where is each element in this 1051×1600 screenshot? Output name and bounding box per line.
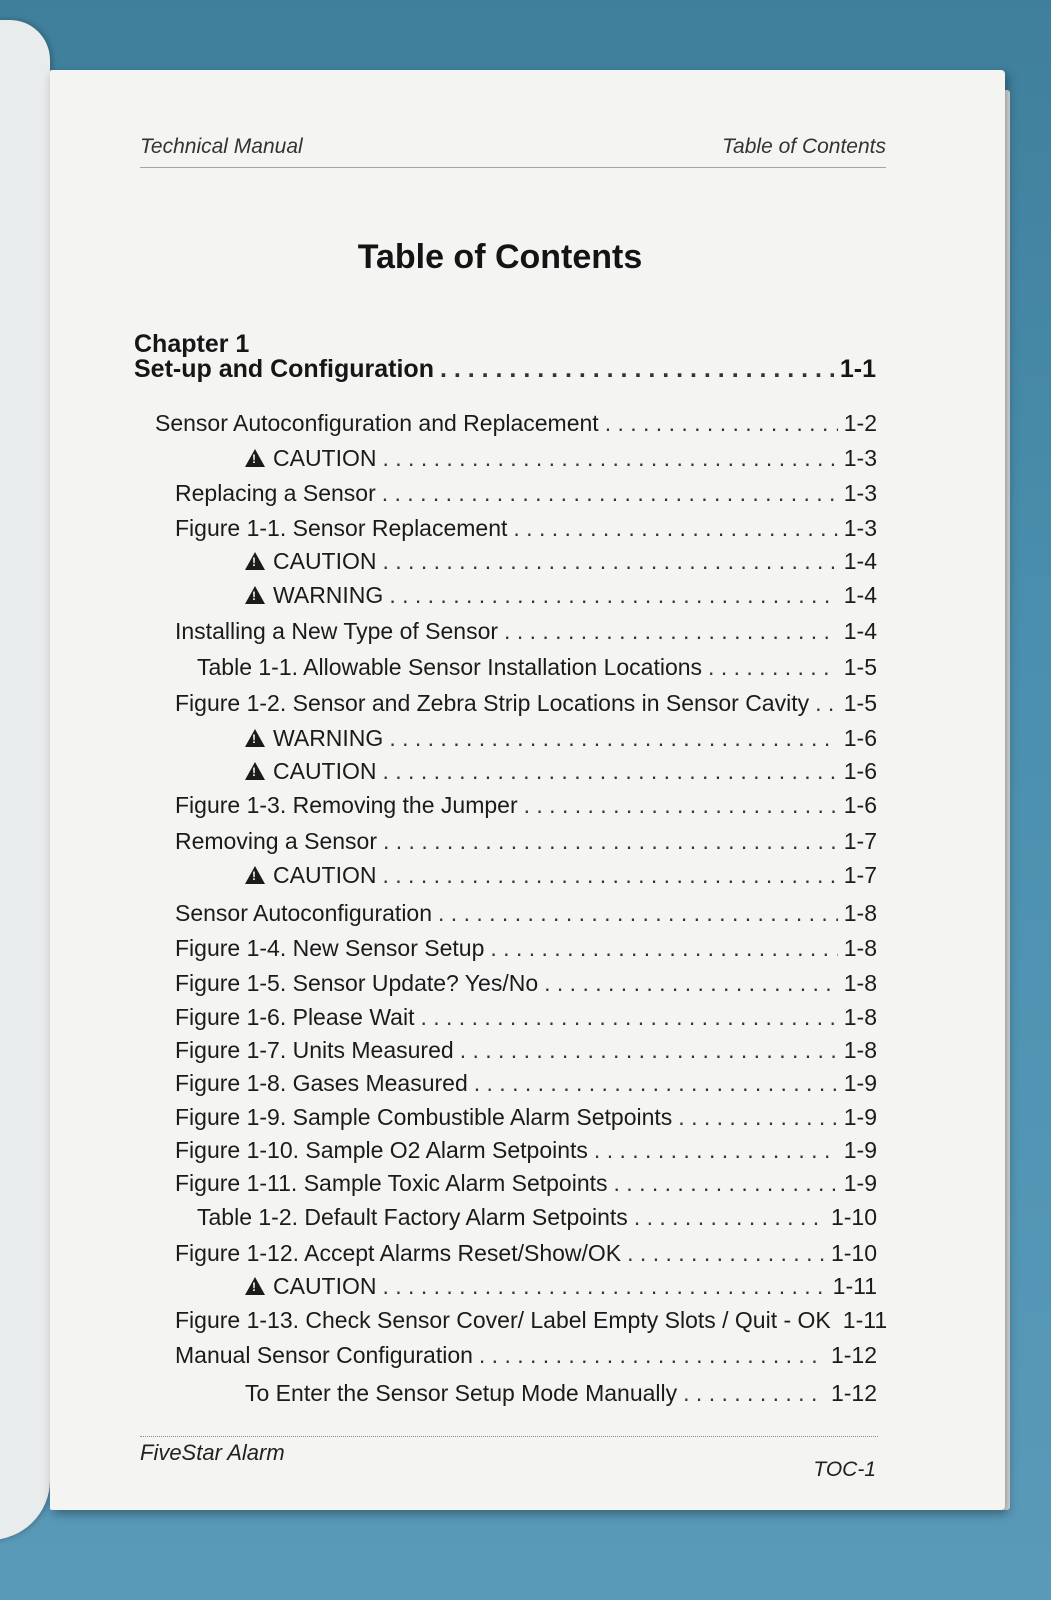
toc-entry-page-number: 1-6 <box>843 792 877 818</box>
toc-entry[interactable] <box>175 1037 877 1067</box>
toc-entry-page-number: 1-8 <box>843 1037 877 1063</box>
toc-entry-label: Figure 1-6. Please Wait <box>175 1004 415 1030</box>
toc-entry-label: CAUTION <box>273 1273 377 1299</box>
toc-entry[interactable] <box>175 1004 877 1034</box>
dot-leader <box>544 970 838 997</box>
dot-leader <box>383 445 838 472</box>
toc-entry[interactable] <box>175 515 877 545</box>
toc-entry-label: WARNING <box>273 582 384 608</box>
warning-triangle-icon <box>245 1277 265 1295</box>
dot-leader <box>479 1342 825 1369</box>
toc-entry[interactable] <box>175 1170 877 1200</box>
toc-entry[interactable] <box>175 618 877 648</box>
toc-entry-label: Sensor Autoconfiguration and Replacement <box>155 410 599 436</box>
toc-entry[interactable] <box>175 970 877 1000</box>
warning-triangle-icon <box>245 449 265 467</box>
toc-entry-label: Figure 1-10. Sample O2 Alarm Setpoints <box>175 1137 588 1163</box>
dot-leader <box>815 690 838 717</box>
toc-entry[interactable] <box>175 480 877 510</box>
dot-leader <box>594 1137 838 1164</box>
toc-entry-label: To Enter the Sensor Setup Mode Manually <box>245 1380 678 1406</box>
toc-entry-page-number: 1-3 <box>843 480 877 506</box>
toc-entry-page-number: 1-3 <box>843 515 877 541</box>
header-manual-name: Technical Manual <box>140 135 303 158</box>
toc-entry[interactable] <box>175 900 877 930</box>
toc-entry[interactable] <box>175 1342 877 1372</box>
toc-entry-label: Replacing a Sensor <box>175 480 376 506</box>
toc-entry-page-number: 1-8 <box>843 970 877 996</box>
dot-leader <box>504 618 838 645</box>
toc-entry-page-number: 1-9 <box>843 1070 877 1096</box>
dot-leader <box>524 792 838 819</box>
toc-entry-page-number: 1-10 <box>830 1240 877 1266</box>
warning-triangle-icon <box>245 552 265 570</box>
dot-leader <box>605 410 838 437</box>
toc-entry-label: Figure 1-5. Sensor Update? Yes/No <box>175 970 539 996</box>
toc-entry[interactable] <box>175 935 877 965</box>
toc-entry-label: Figure 1-3. Removing the Jumper <box>175 792 518 818</box>
dot-leader <box>627 1240 825 1267</box>
toc-entry-label: Table 1-2. Default Factory Alarm Setpoints <box>197 1204 628 1230</box>
toc-entry-page-number: 1-2 <box>843 410 877 436</box>
toc-entry-notice[interactable] <box>245 582 877 612</box>
toc-entry[interactable] <box>175 690 877 720</box>
footer-divider <box>140 1436 878 1437</box>
toc-entry[interactable] <box>175 1104 877 1134</box>
toc-entry-label: Manual Sensor Configuration <box>175 1342 473 1368</box>
toc-entry-page-number: 1-12 <box>830 1380 877 1406</box>
running-header <box>140 135 886 168</box>
toc-entry-label: Figure 1-8. Gases Measured <box>175 1070 468 1096</box>
toc-entry-notice[interactable] <box>245 725 877 755</box>
footer-page-number: TOC-1 <box>813 1458 876 1481</box>
dot-leader <box>678 1104 837 1131</box>
toc-entry-page-number: 1-4 <box>843 582 877 608</box>
toc-entry-page-number: 1-9 <box>843 1170 877 1196</box>
warning-triangle-icon <box>245 762 265 780</box>
toc-entry-label: Figure 1-7. Units Measured <box>175 1037 454 1063</box>
toc-entry-label: Figure 1-2. Sensor and Zebra Strip Locations in Sensor Cavity <box>175 690 810 716</box>
toc-entry-label: Figure 1-4. New Sensor Setup <box>175 935 485 961</box>
warning-triangle-icon <box>245 586 265 604</box>
toc-entry-page-number: 1-9 <box>843 1104 877 1130</box>
toc-entry-page-number: 1-8 <box>843 935 877 961</box>
dot-leader <box>383 758 838 785</box>
toc-entry-page-number: 1-11 <box>842 1307 888 1333</box>
toc-entry-page-number: 1-5 <box>843 690 877 716</box>
dot-leader <box>683 1380 825 1407</box>
toc-entry-label: Figure 1-1. Sensor Replacement <box>175 515 508 541</box>
dot-leader <box>389 725 837 752</box>
toc-entry-page-number: 1-8 <box>843 1004 877 1030</box>
toc-entry-page-number: 1-6 <box>843 758 877 784</box>
toc-entry-page-number: 1-11 <box>832 1273 877 1299</box>
chapter-page-number: 1-1 <box>839 355 876 383</box>
dot-leader <box>708 654 838 681</box>
chapter-heading-row[interactable] <box>134 355 876 384</box>
toc-entry-label: Figure 1-12. Accept Alarms Reset/Show/OK <box>175 1240 622 1266</box>
dot-leader <box>382 480 838 507</box>
toc-entry[interactable] <box>175 1240 877 1270</box>
toc-entry-label: Removing a Sensor <box>175 828 377 854</box>
dot-leader <box>438 900 838 927</box>
dot-leader <box>383 548 838 575</box>
toc-entry[interactable] <box>175 1137 877 1167</box>
dot-leader <box>440 355 834 384</box>
dot-leader <box>614 1170 838 1197</box>
dot-leader <box>383 862 838 889</box>
toc-entry-label: Sensor Autoconfiguration <box>175 900 433 926</box>
dot-leader <box>460 1037 838 1064</box>
toc-entry-page-number: 1-9 <box>843 1137 877 1163</box>
toc-entry-page-number: 1-8 <box>843 900 877 926</box>
chapter-label: Chapter 1 <box>134 330 250 358</box>
toc-entry-notice[interactable] <box>245 548 877 578</box>
dot-leader <box>474 1070 838 1097</box>
toc-entry-notice[interactable] <box>245 1273 877 1303</box>
dot-leader <box>490 935 837 962</box>
dot-leader <box>513 515 837 542</box>
toc-entry-page-number: 1-4 <box>843 548 877 574</box>
toc-entry[interactable] <box>197 1204 877 1234</box>
warning-triangle-icon <box>245 866 265 884</box>
toc-entry-label: WARNING <box>273 725 384 751</box>
toc-entry[interactable] <box>175 828 877 858</box>
header-section-name: Table of Contents <box>722 135 886 158</box>
toc-entry-page-number: 1-10 <box>830 1204 877 1230</box>
toc-entry-label: Installing a New Type of Sensor <box>175 618 499 644</box>
toc-entry-page-number: 1-7 <box>843 862 877 888</box>
dot-leader <box>420 1004 837 1031</box>
toc-entry-page-number: 1-7 <box>843 828 877 854</box>
dot-leader <box>383 828 838 855</box>
toc-entry[interactable] <box>175 792 877 822</box>
toc-entry-label: Table 1-1. Allowable Sensor Installation Locations <box>197 654 703 680</box>
dot-leader <box>383 1273 827 1300</box>
toc-entry-page-number: 1-3 <box>843 445 877 471</box>
toc-entry-label: CAUTION <box>273 445 377 471</box>
toc-entry-label: Figure 1-11. Sample Toxic Alarm Setpoints <box>175 1170 608 1196</box>
toc-entry-notice[interactable] <box>245 758 877 788</box>
toc-entry-label: Figure 1-9. Sample Combustible Alarm Setpoints <box>175 1104 673 1130</box>
toc-entry-page-number: 1-12 <box>830 1342 877 1368</box>
toc-entry-label: Figure 1-13. Check Sensor Cover/ Label Empty Slots / Quit - OK <box>175 1307 831 1333</box>
chapter-title: Set-up and Configuration <box>134 355 434 383</box>
toc-entry[interactable] <box>155 410 877 440</box>
warning-triangle-icon <box>245 729 265 747</box>
dot-leader <box>634 1204 825 1231</box>
toc-entry[interactable] <box>175 1307 888 1337</box>
toc-entry-page-number: 1-6 <box>843 725 877 751</box>
footer-product-name: FiveStar Alarm <box>140 1440 285 1465</box>
toc-entry[interactable] <box>175 1070 877 1100</box>
toc-entry[interactable] <box>245 1380 877 1410</box>
toc-entry-notice[interactable] <box>245 445 877 475</box>
toc-entry-label: CAUTION <box>273 862 377 888</box>
dot-leader <box>389 582 837 609</box>
toc-entry-page-number: 1-5 <box>843 654 877 680</box>
toc-entry-label: CAUTION <box>273 758 377 784</box>
toc-entry[interactable] <box>197 654 877 684</box>
page-title: Table of Contents <box>357 238 643 276</box>
toc-entry-notice[interactable] <box>245 862 877 892</box>
toc-entry-page-number: 1-4 <box>843 618 877 644</box>
toc-entry-label: CAUTION <box>273 548 377 574</box>
